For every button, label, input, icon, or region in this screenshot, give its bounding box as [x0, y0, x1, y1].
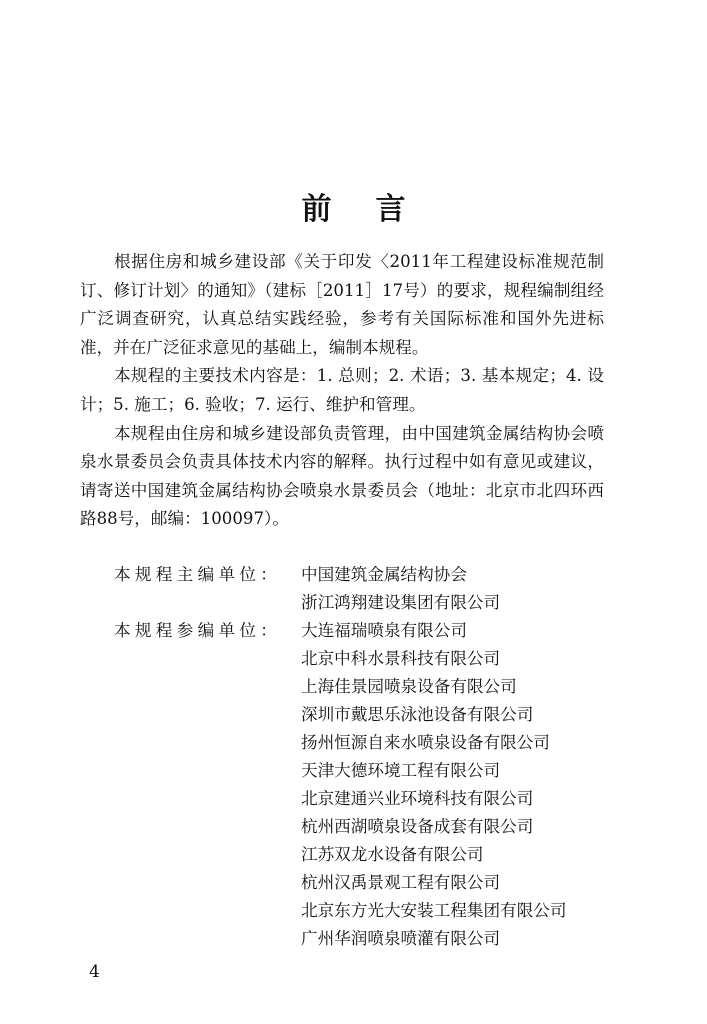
participating-unit-item: 天津大德环境工程有限公司: [301, 761, 501, 780]
participating-unit-item: 杭州西湖喷泉设备成套有限公司: [301, 817, 534, 836]
paragraph-background: 根据住房和城乡建设部《关于印发〈2011年工程建设标准规范制订、修订计划〉的通知》（建标［2011］17号）的要求，规程编制组经广泛调查研究，认真总结实践经验，参考有关国际标准和国外先进标准，并在广泛征求意见的基础上，编制本规程。: [80, 252, 604, 357]
editor-unit-item: 中国建筑金属结构协会: [301, 565, 467, 584]
participating-unit-item: 广州华润喷泉喷灌有限公司: [301, 929, 501, 948]
participating-unit-item: 大连福瑞喷泉有限公司: [301, 621, 467, 640]
editor-units-label: 本规程主编单位：: [114, 565, 282, 584]
participating-units-list: [114, 617, 567, 953]
paragraph-main-contents: 本规程的主要技术内容是：1. 总则；2. 术语；3. 基本规定；4. 设计；5. 施工；6. 验收；7. 运行、维护和管理。: [80, 366, 604, 414]
participating-unit-item: 北京建通兴业环境科技有限公司: [301, 789, 534, 808]
participating-units-label: 本规程参编单位：: [114, 621, 282, 640]
paragraph-management: 本规程由住房和城乡建设部负责管理，由中国建筑金属结构协会喷泉水景委员会负责具体技术内容的解释。执行过程中如有意见或建议，请寄送中国建筑金属结构协会喷泉水景委员会（地址：北京市北四环西路88号，邮编：100097）。: [80, 423, 604, 529]
participating-unit-item: 杭州汉禹景观工程有限公司: [301, 873, 501, 892]
editor-units: [114, 561, 567, 617]
page-number: 4: [89, 962, 100, 982]
units-section: [114, 561, 567, 953]
participating-unit-item: 扬州恒源自来水喷泉设备有限公司: [301, 733, 550, 752]
participating-unit-item: 深圳市戴思乐泳池设备有限公司: [301, 705, 534, 724]
page-title: 前言: [301, 192, 450, 228]
editor-unit-item: 浙江鸿翔建设集团有限公司: [301, 593, 501, 612]
participating-unit-item: 江苏双龙水设备有限公司: [301, 845, 484, 864]
participating-unit-item: 北京东方光大安装工程集团有限公司: [301, 901, 567, 920]
participating-unit-item: 上海佳景园喷泉设备有限公司: [301, 677, 517, 696]
preface-body: [80, 248, 604, 534]
participating-units: [114, 617, 567, 953]
participating-unit-item: 北京中科水景科技有限公司: [301, 649, 501, 668]
